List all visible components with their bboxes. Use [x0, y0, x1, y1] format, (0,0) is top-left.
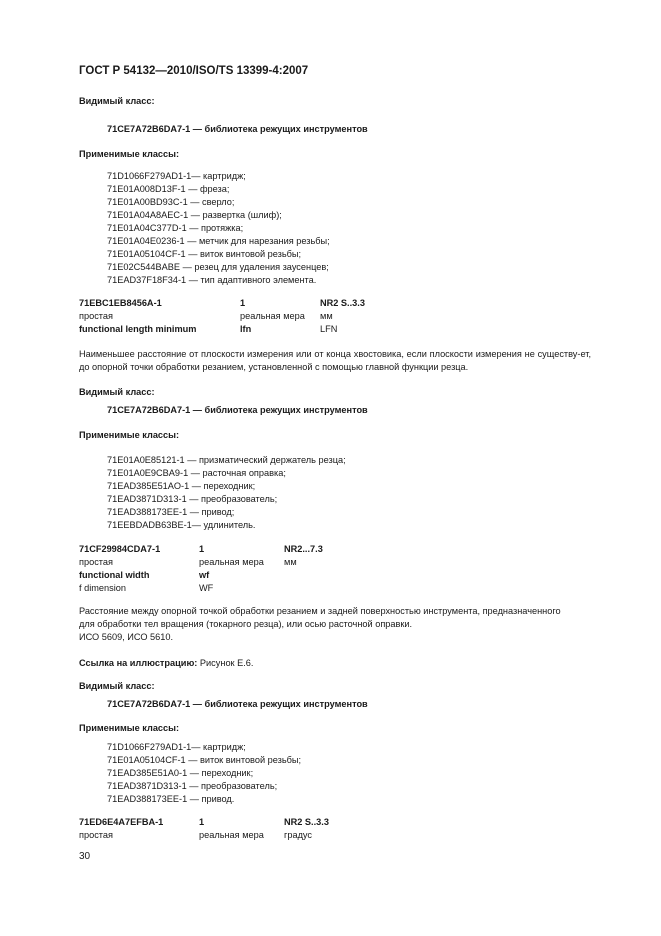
property-format: NR2 S..3.3 [284, 817, 329, 827]
list-item: 71D1066F279AD1-1— картридж; [107, 742, 246, 752]
property-version: 1 [199, 817, 205, 827]
list-item: 71EAD3871D313-1 — преобразователь; [107, 781, 278, 791]
list-item: 71E01A04C377D-1 — протяжка; [107, 223, 244, 233]
property-description: Наименьшее расстояние от плоскости измерения или от конца хвостовика, если плоскости измерения не существу-ет, до опорной точки обработки резанием, установленной с помощью главной функции резца. [79, 349, 591, 372]
property-type: простая [79, 557, 113, 567]
property-reference-standards: ИСО 5609, ИСО 5610. [79, 632, 174, 642]
illustration-value: Рисунок Е.6. [199, 658, 254, 668]
property-type: простая [79, 830, 113, 840]
list-item: 71E01A0E9CBA9-1 — расточная оправка; [107, 468, 286, 478]
visible-class-value: 71CE7A72B6DA7-1 — библиотека режущих инструментов [107, 124, 368, 134]
list-item: 71E01A00BD93C-1 — сверло; [107, 197, 235, 207]
applicable-classes-label: Применимые классы: [79, 430, 180, 440]
property-description-line: Расстояние между опорной точкой обработки резанием и задней поверхностью инструмента, предназначенного [79, 606, 561, 616]
property-name: functional width [79, 570, 150, 580]
property-abbreviation: WF [199, 583, 214, 593]
property-format: NR2 S..3.3 [320, 298, 365, 308]
illustration-label: Ссылка на иллюстрацию: [79, 658, 198, 668]
list-item: 71E02C544BABE — резец для удаления заусенцев; [107, 262, 329, 272]
property-code: 71EBC1EB8456A-1 [79, 298, 162, 308]
property-unit: мм [320, 311, 333, 321]
list-item: 71E01A04E0236-1 — метчик для нарезания резьбы; [107, 236, 330, 246]
list-item: 71E01A05104CF-1 — виток винтовой резьбы; [107, 249, 302, 259]
list-item: 71EEBDADB63BE-1— удлинитель. [107, 520, 256, 530]
property-name: functional length minimum [79, 324, 197, 334]
property-name-alt: f dimension [79, 583, 126, 593]
property-abbreviation: LFN [320, 324, 338, 334]
applicable-classes-label: Применимые классы: [79, 149, 180, 159]
visible-class-label: Видимый класс: [79, 681, 155, 691]
property-version: 1 [199, 544, 205, 554]
visible-class-value: 71CE7A72B6DA7-1 — библиотека режущих инструментов [107, 699, 368, 709]
illustration-reference [79, 658, 253, 668]
page-number: 30 [79, 851, 91, 862]
list-item: 71E01A05104CF-1 — виток винтовой резьбы; [107, 755, 302, 765]
property-description-line: для обработки тел вращения (токарного резца), или осью расточной оправки. [79, 619, 413, 629]
list-item: 71EAD3871D313-1 — преобразователь; [107, 494, 278, 504]
property-measure: реальная мера [199, 830, 264, 840]
list-item: 71EAD388173EE-1 — привод. [107, 794, 235, 804]
list-item: 71E01A04A8AEC-1 — развертка (шлиф); [107, 210, 282, 220]
property-symbol: lfn [240, 324, 252, 334]
property-measure: реальная мера [240, 311, 305, 321]
list-item: 71E01A008D13F-1 — фреза; [107, 184, 230, 194]
list-item: 71EAD388173EE-1 — привод; [107, 507, 235, 517]
visible-class-label: Видимый класс: [79, 387, 155, 397]
document-header: ГОСТ Р 54132—2010/ISO/TS 13399-4:2007 [79, 65, 309, 77]
property-code: 71ED6E4A7EFBA-1 [79, 817, 164, 827]
list-item: 71EAD37F18F34-1 — тип адаптивного элемента. [107, 275, 317, 285]
property-code: 71CF29984CDA7-1 [79, 544, 161, 554]
list-item: 71EAD385E51AO-1 — переходник; [107, 481, 256, 491]
property-unit: градус [284, 830, 313, 840]
property-version: 1 [240, 298, 246, 308]
property-symbol: wf [199, 570, 210, 580]
property-measure: реальная мера [199, 557, 264, 567]
visible-class-label: Видимый класс: [79, 96, 155, 106]
list-item: 71D1066F279AD1-1— картридж; [107, 171, 246, 181]
visible-class-value: 71CE7A72B6DA7-1 — библиотека режущих инструментов [107, 405, 368, 415]
property-type: простая [79, 311, 113, 321]
list-item: 71E01A0E85121-1 — призматический держатель резца; [107, 455, 346, 465]
property-format: NR2...7.3 [284, 544, 323, 554]
list-item: 71EAD385E51A0-1 — переходник; [107, 768, 254, 778]
applicable-classes-label: Применимые классы: [79, 723, 180, 733]
property-unit: мм [284, 557, 297, 567]
